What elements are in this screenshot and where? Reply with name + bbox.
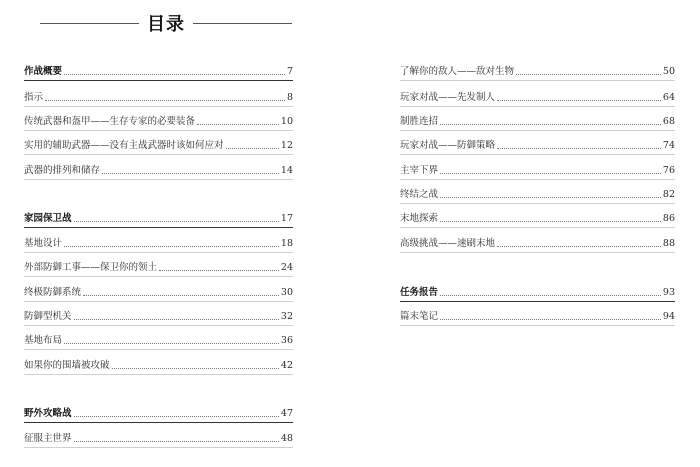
toc-page-number: 76 [662, 165, 675, 176]
toc-entry[interactable] [400, 309, 675, 326]
toc-entry-title: 作战概要 [24, 66, 63, 77]
toc-entry-title: 实用的辅助武器——没有主战武器时该如何应对 [24, 140, 224, 151]
dot-leader [74, 319, 279, 320]
toc-entry-title: 篇末笔记 [400, 311, 439, 322]
toc-section-heading[interactable] [400, 285, 675, 302]
page-title: 目录 [147, 14, 185, 35]
dot-leader [440, 124, 661, 125]
toc-section-heading[interactable] [24, 211, 293, 228]
toc-entry-title: 主宰下界 [400, 165, 439, 176]
dot-leader [497, 148, 661, 149]
dot-leader [497, 246, 661, 247]
toc-page-number: 7 [286, 66, 293, 77]
toc-entry[interactable] [400, 114, 675, 131]
dot-leader [497, 100, 661, 101]
toc-page-number: 82 [662, 189, 675, 200]
toc-entry-title: 任务报告 [400, 287, 439, 298]
toc-page-number: 10 [280, 116, 293, 127]
dot-leader [102, 173, 279, 174]
toc-entry[interactable] [24, 260, 293, 277]
dot-leader [440, 197, 661, 198]
toc-entry-title: 玩家对战——防御策略 [400, 140, 496, 151]
toc-entry[interactable] [400, 163, 675, 180]
dot-leader [74, 221, 279, 222]
toc-page-number: 8 [286, 92, 293, 103]
toc-entry-title: 征服主世界 [24, 433, 72, 444]
toc-entry-title: 末地探索 [400, 213, 439, 224]
dot-leader [83, 295, 279, 296]
toc-entry-title: 制胜连招 [400, 116, 439, 127]
dot-leader [440, 295, 661, 296]
toc-entry-title: 了解你的敌人——敌对生物 [400, 66, 515, 77]
toc-page-number: 18 [280, 238, 293, 249]
toc-page-number: 17 [280, 213, 293, 224]
toc-entry[interactable] [400, 90, 675, 107]
dot-leader [64, 74, 285, 75]
toc-entry[interactable] [24, 163, 293, 180]
dot-leader [440, 221, 661, 222]
toc-header [40, 10, 292, 36]
toc-section-heading[interactable] [24, 406, 293, 423]
dot-leader [45, 100, 285, 101]
toc-entry[interactable] [24, 309, 293, 326]
toc-entry-title: 高级挑战——速刷末地 [400, 238, 496, 249]
dot-leader [64, 246, 279, 247]
toc-entry-title: 武器的排列和储存 [24, 165, 101, 176]
toc-page-number: 64 [662, 92, 675, 103]
toc-entry-title: 基地设计 [24, 238, 63, 249]
toc-entry[interactable] [24, 90, 293, 107]
toc-entry-title: 终结之战 [400, 189, 439, 200]
toc-entry-title: 玩家对战——先发制人 [400, 92, 496, 103]
dot-leader [74, 441, 279, 442]
toc-page-number: 32 [280, 311, 293, 322]
toc-entry[interactable] [24, 285, 293, 302]
toc-page-number: 86 [662, 213, 675, 224]
dot-leader [159, 270, 279, 271]
dot-leader [516, 74, 661, 75]
toc-page-number: 68 [662, 116, 675, 127]
toc-entry-title: 家园保卫战 [24, 213, 72, 224]
toc-entry[interactable] [24, 358, 293, 375]
toc-entry[interactable] [24, 138, 293, 155]
toc-page-number: 88 [662, 238, 675, 249]
toc-entry-title: 如果你的围墙被攻破 [24, 360, 110, 371]
toc-page-number: 50 [662, 66, 675, 77]
toc-entry[interactable] [24, 431, 293, 448]
dot-leader [112, 368, 279, 369]
toc-entry-title: 传统武器和盔甲——生存专家的必要装备 [24, 116, 196, 127]
toc-page-number: 24 [280, 262, 293, 273]
toc-page-number: 30 [280, 287, 293, 298]
toc-entry-title: 基地布局 [24, 335, 63, 346]
toc-page-number: 93 [662, 287, 675, 298]
dot-leader [74, 416, 279, 417]
toc-entry[interactable] [24, 236, 293, 253]
toc-entry-title: 野外攻略战 [24, 408, 72, 419]
toc-entry[interactable] [400, 138, 675, 155]
toc-section-heading[interactable] [24, 64, 293, 81]
toc-entry-title: 指示 [24, 92, 44, 103]
title-rule-right [193, 23, 292, 24]
toc-entry-title: 外部防御工事——保卫你的领土 [24, 262, 158, 273]
toc-page-number: 47 [280, 408, 293, 419]
toc-entry[interactable] [24, 114, 293, 131]
title-rule-left [40, 23, 139, 24]
dot-leader [440, 173, 661, 174]
toc-page-number: 14 [280, 165, 293, 176]
toc-page-number: 48 [280, 433, 293, 444]
toc-entry[interactable] [24, 333, 293, 350]
toc-entry[interactable] [400, 236, 675, 253]
dot-leader [440, 319, 661, 320]
dot-leader [64, 343, 279, 344]
toc-page-number: 12 [280, 140, 293, 151]
toc-entry[interactable] [400, 211, 675, 228]
toc-entry-title: 防御型机关 [24, 311, 72, 322]
toc-page-number: 36 [280, 335, 293, 346]
toc-entry[interactable] [400, 187, 675, 204]
toc-entry[interactable] [400, 64, 675, 81]
toc-entry-title: 终极防御系统 [24, 287, 82, 298]
dot-leader [197, 124, 279, 125]
toc-page-number: 74 [662, 140, 675, 151]
dot-leader [226, 148, 279, 149]
toc-page-number: 42 [280, 360, 293, 371]
toc-page-number: 94 [662, 311, 675, 322]
